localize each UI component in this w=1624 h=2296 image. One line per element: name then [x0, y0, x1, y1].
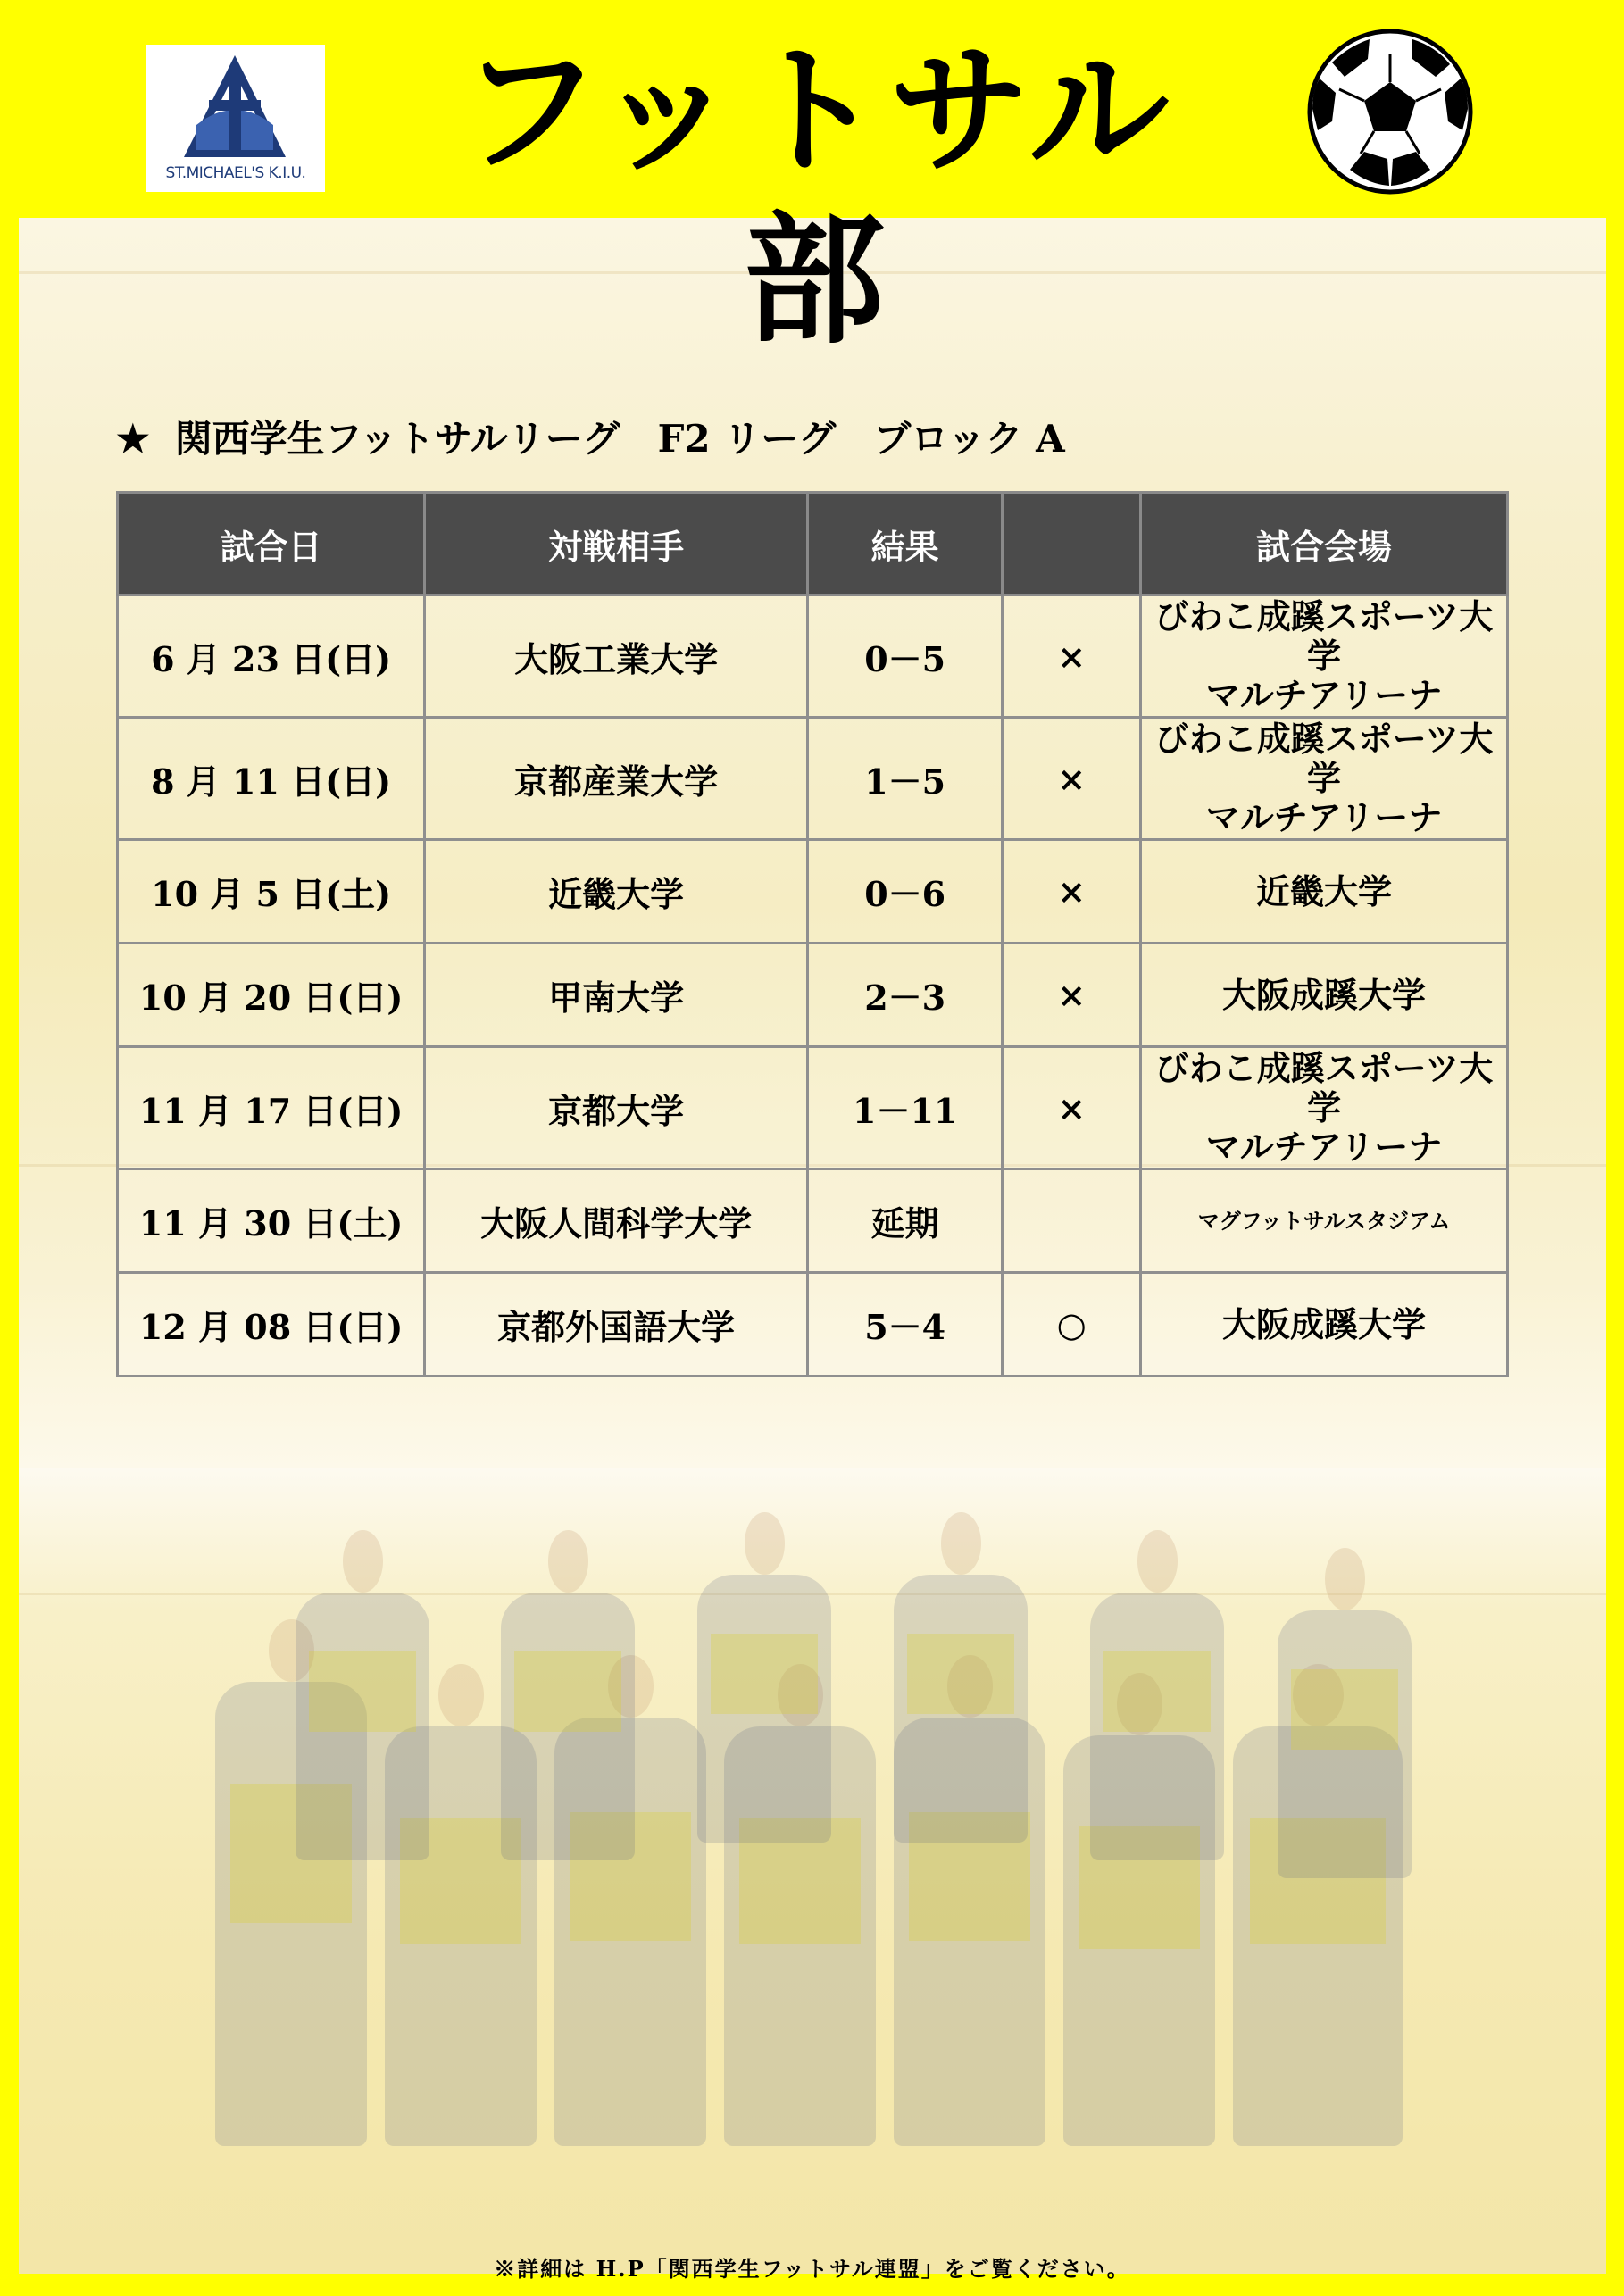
opponent: 大阪人間科学大学	[425, 1169, 808, 1273]
venue-line: 近畿大学	[1255, 870, 1392, 911]
venue	[1140, 718, 1507, 840]
result-mark	[1003, 1169, 1140, 1273]
venue-line: 大阪成蹊大学	[1221, 974, 1426, 1015]
result-mark: ×	[1003, 595, 1140, 718]
venue-line: マルチアリーナ	[1205, 1127, 1443, 1167]
opponent: 甲南大学	[425, 944, 808, 1047]
venue	[1140, 944, 1507, 1047]
venue-line: びわこ成蹊スポーツ大学	[1154, 1048, 1494, 1127]
result-mark: ×	[1003, 944, 1140, 1047]
match-date: 11 月 30 日(土)	[118, 1169, 425, 1273]
score: 1－5	[807, 718, 1003, 840]
venue-line: マルチアリーナ	[1205, 675, 1443, 715]
match-date: 8 月 11 日(日)	[118, 718, 425, 840]
match-date: 6 月 23 日(日)	[118, 595, 425, 718]
opponent: 京都産業大学	[425, 718, 808, 840]
opponent: 京都大学	[425, 1047, 808, 1169]
match-date: 10 月 5 日(土)	[118, 840, 425, 944]
score: 0－6	[807, 840, 1003, 944]
header-opponent: 対戦相手	[425, 493, 808, 595]
score: 2－3	[807, 944, 1003, 1047]
table-row	[118, 595, 1508, 718]
table-row	[118, 1047, 1508, 1169]
result-mark: ×	[1003, 840, 1140, 944]
venue-line: マルチアリーナ	[1205, 797, 1443, 837]
footnote: ※詳細は H.P「関西学生フットサル連盟」をご覧ください。	[494, 2256, 1130, 2282]
opponent: 近畿大学	[425, 840, 808, 944]
match-date: 12 月 08 日(日)	[118, 1273, 425, 1377]
score: 1－11	[807, 1047, 1003, 1169]
venue	[1140, 1047, 1507, 1169]
school-logo	[146, 45, 325, 192]
table-row	[118, 1273, 1508, 1377]
header-venue: 試合会場	[1140, 493, 1507, 595]
league-name: 関西学生フットサルリーグ F2 リーグ ブロック A	[174, 417, 1065, 461]
score: 0－5	[807, 595, 1003, 718]
venue-line: マグフットサルスタジアム	[1197, 1207, 1451, 1234]
venue-line: 大阪成蹊大学	[1221, 1303, 1426, 1344]
page-title: フットサル部	[459, 29, 1175, 363]
header-result: 結果	[807, 493, 1003, 595]
venue-line: びわこ成蹊スポーツ大学	[1154, 596, 1494, 676]
table-row	[118, 840, 1508, 944]
results-table	[116, 491, 1509, 1377]
result-mark: ○	[1003, 1273, 1140, 1377]
header-date: 試合日	[118, 493, 425, 595]
table-row	[118, 718, 1508, 840]
league-heading	[116, 412, 1545, 466]
star-icon: ★	[116, 417, 150, 461]
result-mark: ×	[1003, 718, 1140, 840]
venue	[1140, 595, 1507, 718]
opponent: 京都外国語大学	[425, 1273, 808, 1377]
soccer-ball-icon	[1305, 27, 1475, 200]
table-row	[118, 944, 1508, 1047]
table-row	[118, 1169, 1508, 1273]
team-photo	[162, 1575, 1501, 2200]
venue	[1140, 840, 1507, 944]
venue-line: びわこ成蹊スポーツ大学	[1154, 719, 1494, 798]
venue	[1140, 1169, 1507, 1273]
score: 5－4	[807, 1273, 1003, 1377]
header-mark	[1003, 493, 1140, 595]
match-date: 10 月 20 日(日)	[118, 944, 425, 1047]
logo-text: ST.MICHAEL'S K.I.U.	[165, 164, 306, 182]
score: 延期	[807, 1169, 1003, 1273]
result-mark: ×	[1003, 1047, 1140, 1169]
match-date: 11 月 17 日(日)	[118, 1047, 425, 1169]
opponent: 大阪工業大学	[425, 595, 808, 718]
table-header-row	[118, 493, 1508, 595]
venue	[1140, 1273, 1507, 1377]
